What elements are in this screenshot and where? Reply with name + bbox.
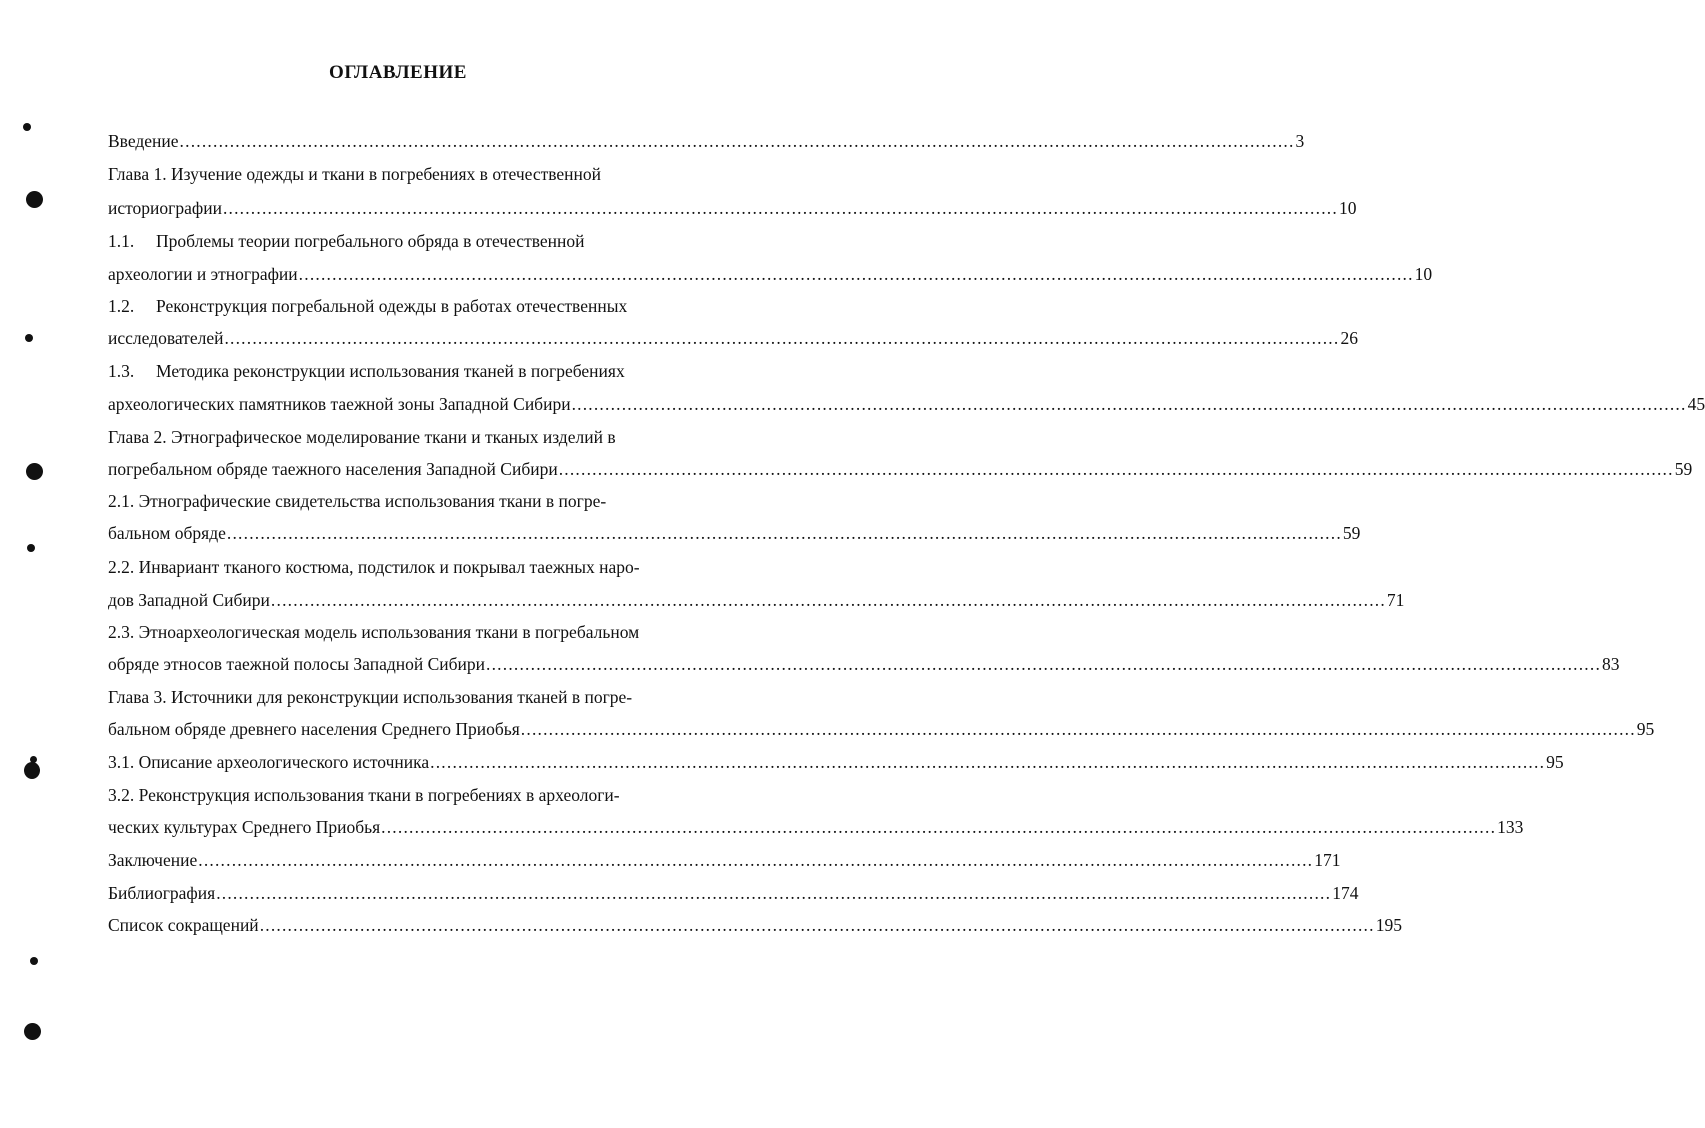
toc-entry-text: исследователей xyxy=(108,328,224,348)
toc-entry-section-2-3[interactable] xyxy=(108,653,1620,675)
toc-entry-section-3-1[interactable] xyxy=(108,751,1564,773)
binder-hole xyxy=(30,957,38,965)
toc-entry-section-2-2[interactable] xyxy=(108,589,1405,611)
toc-page-number: 3 xyxy=(1295,131,1305,151)
binder-hole xyxy=(26,191,43,208)
toc-page-number: 45 xyxy=(1687,394,1705,414)
section-title: Реконструкция погребальной одежды в работах отечественных xyxy=(156,296,628,316)
toc-page-number: 95 xyxy=(1546,752,1564,772)
section-number: 1.3. xyxy=(108,361,135,381)
toc-entry-text: бальном обряде xyxy=(108,523,226,543)
dot-leader: ........................................................................................................................................................................................................ xyxy=(381,817,1497,837)
toc-entry-conclusion[interactable] xyxy=(108,849,1341,871)
toc-entry-abbreviations[interactable] xyxy=(108,914,1402,936)
toc-entry-text: бальном обряде древнего населения Среднего Приобья xyxy=(108,719,520,739)
toc-page-number: 83 xyxy=(1602,654,1620,674)
toc-entry-section-2-2-heading: 2.2. Инвариант тканого костюма, подстилок и покрывал таежных наро- xyxy=(108,557,640,577)
toc-entry-introduction[interactable] xyxy=(108,130,1305,152)
toc-entry-text: ческих культурах Среднего Приобья xyxy=(108,817,381,837)
toc-page-number: 133 xyxy=(1497,817,1524,837)
toc-entry-text: археологии и этнографии xyxy=(108,264,298,284)
toc-entry-section-2-3-heading: 2.3. Этноархеологическая модель использования ткани в погребальном xyxy=(108,622,640,642)
toc-entry-section-1-3-heading xyxy=(108,360,735,382)
toc-entry-text: обряде этносов таежной полосы Западной Сибири xyxy=(108,654,486,674)
toc-page-number: 59 xyxy=(1342,523,1361,543)
toc-page-number: 171 xyxy=(1314,850,1341,870)
toc-entry-text: дов Западной Сибири xyxy=(108,590,270,610)
section-number: 1.1. xyxy=(108,231,135,251)
toc-entry-chapter-2-heading: Глава 2. Этнографическое моделирование ткани и тканых изделий в xyxy=(108,427,616,447)
toc-page-number: 10 xyxy=(1414,264,1433,284)
toc-entry-bibliography[interactable] xyxy=(108,882,1359,904)
toc-entry-text: историографии xyxy=(108,198,222,218)
toc-entry-text: Список сокращений xyxy=(108,915,259,935)
toc-page-number: 195 xyxy=(1375,915,1402,935)
dot-leader: ........................................................................................................................................................................................................ xyxy=(571,394,1687,414)
section-number: 1.2. xyxy=(108,296,135,316)
binder-hole xyxy=(23,123,31,131)
binder-hole xyxy=(24,1023,41,1040)
dot-leader: ........................................................................................................................................................................................................ xyxy=(486,654,1602,674)
binder-hole xyxy=(26,463,43,480)
section-title: Методика реконструкции использования тканей в погребениях xyxy=(156,361,625,381)
toc-entry-section-1-1-heading xyxy=(108,230,735,252)
toc-page-number: 10 xyxy=(1338,198,1357,218)
toc-entry-text: Библиография xyxy=(108,883,216,903)
toc-page-number: 95 xyxy=(1636,719,1655,739)
dot-leader: ........................................................................................................................................................................................................ xyxy=(198,850,1314,870)
dot-leader: ........................................................................................................................................................................................................ xyxy=(222,198,1338,218)
toc-entry-section-2-1-heading: 2.1. Этнографические свидетельства использования ткани в погре- xyxy=(108,491,607,511)
dot-leader: ........................................................................................................................................................................................................ xyxy=(259,915,1375,935)
dot-leader: ........................................................................................................................................................................................................ xyxy=(216,883,1332,903)
toc-entry-text: погребальном обряде таежного населения Западной Сибири xyxy=(108,459,558,479)
dot-leader: ........................................................................................................................................................................................................ xyxy=(298,264,1414,284)
binder-hole xyxy=(25,334,33,342)
toc-entry-text: 3.1. Описание археологического источника xyxy=(108,752,430,772)
dot-leader: ........................................................................................................................................................................................................ xyxy=(430,752,1546,772)
toc-entry-text: археологических памятников таежной зоны Западной Сибири xyxy=(108,394,571,414)
toc-page-number: 174 xyxy=(1332,883,1359,903)
dot-leader: ........................................................................................................................................................................................................ xyxy=(226,523,1342,543)
toc-entry-chapter-1[interactable] xyxy=(108,197,1357,219)
toc-entry-text: Введение xyxy=(108,131,179,151)
dot-leader: ........................................................................................................................................................................................................ xyxy=(558,459,1674,479)
toc-entry-chapter-1-heading: Глава 1. Изучение одежды и ткани в погребениях в отечественной xyxy=(108,164,602,184)
toc-entry-chapter-2[interactable] xyxy=(108,458,1693,480)
page-title: ОГЛАВЛЕНИЕ xyxy=(329,62,467,83)
binder-hole xyxy=(24,762,40,779)
toc-entry-section-1-2-heading xyxy=(108,295,735,317)
toc-entry-section-1-1[interactable] xyxy=(108,263,1433,285)
toc-entry-section-1-2[interactable] xyxy=(108,327,1358,349)
toc-page-number: 26 xyxy=(1340,328,1358,348)
dot-leader: ........................................................................................................................................................................................................ xyxy=(224,328,1340,348)
toc-entry-section-2-1[interactable] xyxy=(108,522,1361,544)
toc-entry-section-1-3[interactable] xyxy=(108,393,1705,415)
toc-entry-text: Заключение xyxy=(108,850,198,870)
toc-entry-chapter-3[interactable] xyxy=(108,718,1655,740)
toc-page-number: 59 xyxy=(1674,459,1693,479)
toc-entry-section-3-2-heading: 3.2. Реконструкция использования ткани в погребениях в археологи- xyxy=(108,785,620,805)
toc-entry-chapter-3-heading: Глава 3. Источники для реконструкции использования тканей в погре- xyxy=(108,687,633,707)
dot-leader: ........................................................................................................................................................................................................ xyxy=(520,719,1636,739)
binder-hole xyxy=(27,544,35,552)
dot-leader: ........................................................................................................................................................................................................ xyxy=(179,131,1295,151)
section-title: Проблемы теории погребального обряда в отечественной xyxy=(156,231,585,251)
dot-leader: ........................................................................................................................................................................................................ xyxy=(270,590,1386,610)
toc-page-number: 71 xyxy=(1386,590,1405,610)
toc-entry-section-3-2[interactable] xyxy=(108,816,1524,838)
